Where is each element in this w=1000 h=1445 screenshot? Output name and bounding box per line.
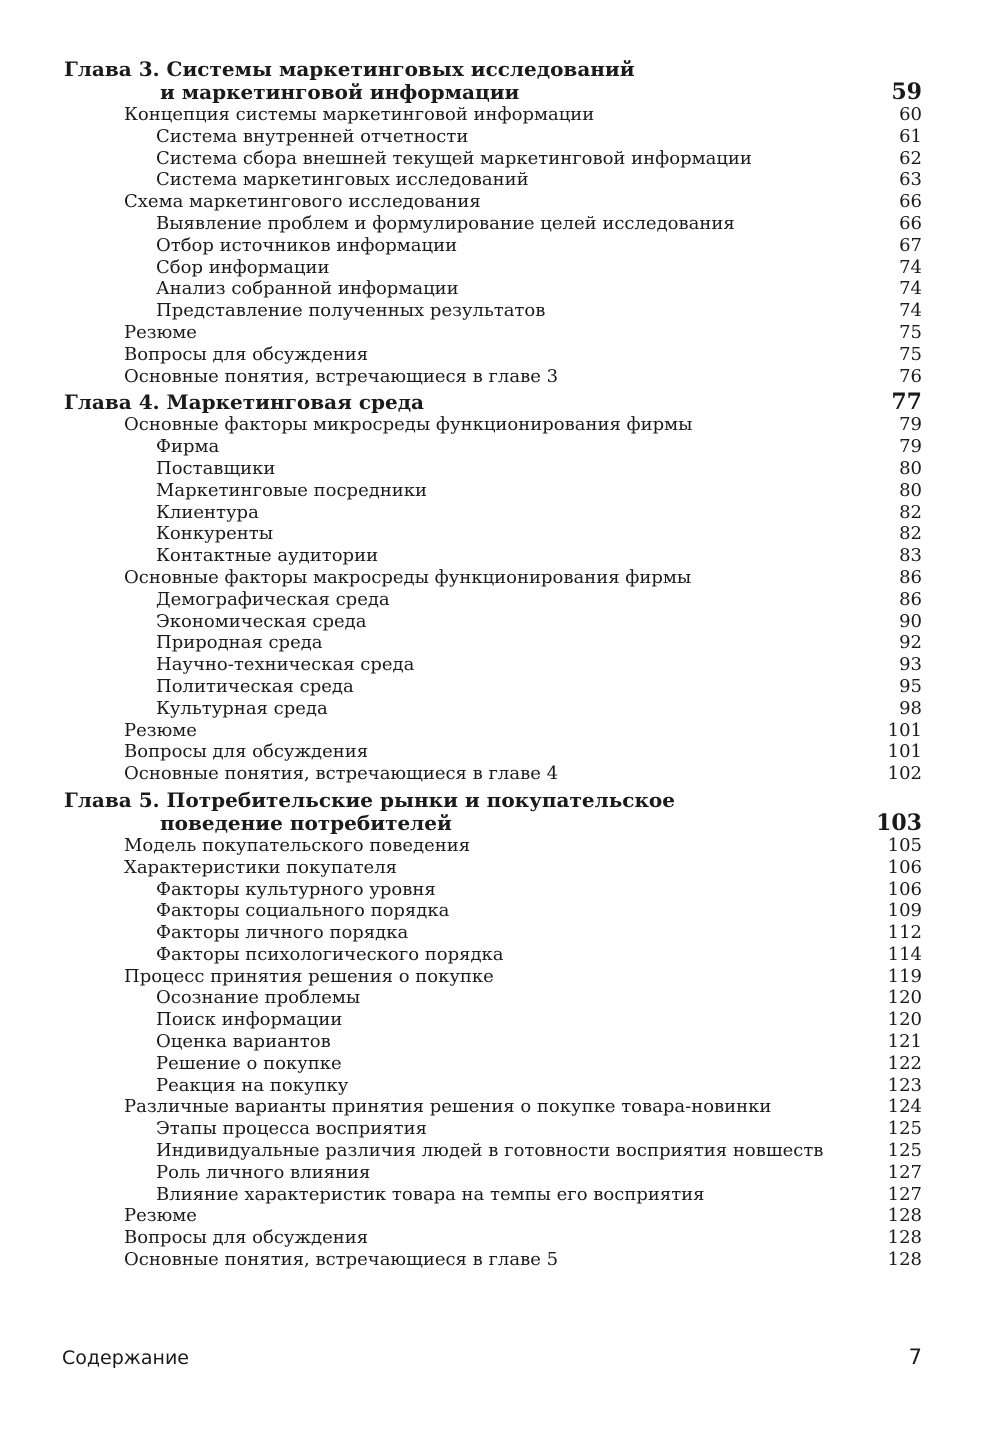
toc-entry-title: Сбор информации: [156, 256, 330, 278]
toc-entry-title: Вопросы для обсуждения: [124, 343, 369, 365]
toc-subsection-entry: [0, 632, 1000, 654]
toc-entry-title: Факторы психологического порядка: [156, 943, 504, 965]
toc-entry-title: Вопросы для обсуждения: [124, 741, 369, 763]
toc-entry-title: Клиентура: [156, 501, 259, 523]
toc-entry-page-number: 80: [899, 479, 922, 501]
toc-entry-page-number: 123: [887, 1074, 922, 1096]
toc-section-entry: [0, 104, 1000, 126]
chapter-heading: [0, 58, 1000, 104]
toc-entry-title: Влияние характеристик товара на темпы его восприятия: [156, 1183, 705, 1205]
toc-section-entry: [0, 1096, 1000, 1118]
toc-entry-title: Анализ собранной информации: [156, 278, 459, 300]
toc-entry-title: Природная среда: [156, 632, 323, 654]
toc-entry-title: Система сбора внешней текущей маркетинговой информации: [156, 147, 752, 169]
toc-section-entry: [0, 835, 1000, 857]
toc-subsection-entry: [0, 1184, 1000, 1206]
toc-entry-page-number: 119: [887, 965, 922, 987]
toc-entry-title: Система маркетинговых исследований: [156, 169, 529, 191]
toc-entry-page-number: 60: [899, 104, 922, 125]
toc-entry-page-number: 120: [887, 987, 922, 1009]
toc-subsection-entry: [0, 523, 1000, 545]
toc-entry-title: Резюме: [124, 1205, 197, 1227]
toc-entry-page-number: 67: [899, 234, 922, 256]
toc-subsection-entry: [0, 1118, 1000, 1140]
toc-entry-page-number: 128: [887, 1227, 922, 1249]
toc-entry-page-number: 76: [899, 365, 922, 387]
toc-subsection-entry: [0, 922, 1000, 944]
toc-subsection-entry: [0, 169, 1000, 191]
toc-subsection-entry: [0, 1053, 1000, 1075]
toc-section-entry: [0, 366, 1000, 388]
toc-entry-title: Резюме: [124, 719, 197, 741]
toc-entry-title: Реакция на покупку: [156, 1074, 349, 1096]
toc-entry-page-number: 92: [899, 632, 922, 654]
toc-section-entry: [0, 966, 1000, 988]
toc-subsection-entry: [0, 213, 1000, 235]
toc-entry-page-number: 74: [899, 300, 922, 322]
toc-entry-title: Основные факторы микросреды функционирования фирмы: [124, 414, 693, 436]
toc-entry-page-number: 98: [899, 697, 922, 719]
toc-subsection-entry: [0, 1162, 1000, 1184]
toc-section-entry: [0, 857, 1000, 879]
toc-entry-page-number: 74: [899, 278, 922, 300]
toc-entry-title: Основные понятия, встречающиеся в главе 3: [124, 365, 559, 387]
toc-entry-title: Выявление проблем и формулирование целей исследования: [156, 212, 735, 234]
toc-entry-title: Поставщики: [156, 457, 276, 479]
toc-entry-page-number: 90: [899, 610, 922, 632]
toc-entry-page-number: 66: [899, 212, 922, 234]
toc-entry-title: Поиск информации: [156, 1009, 343, 1031]
toc-entry-title: Характеристики покупателя: [124, 856, 397, 878]
toc-entry-page-number: 62: [899, 147, 922, 169]
toc-subsection-entry: [0, 300, 1000, 322]
toc-entry-page-number: 82: [899, 501, 922, 523]
toc-entry-title: Вопросы для обсуждения: [124, 1227, 369, 1249]
toc-section-entry: [0, 414, 1000, 436]
toc-entry-title: Политическая среда: [156, 675, 354, 697]
toc-section-entry: [0, 1205, 1000, 1227]
chapter-title-line: Глава 5. Потребительские рынки и покупательское: [64, 787, 675, 812]
toc-section-entry: [0, 741, 1000, 763]
toc-entry-title: Экономическая среда: [156, 610, 367, 632]
toc-entry-page-number: 95: [899, 675, 922, 697]
toc-entry-page-number: 86: [899, 566, 922, 588]
toc-section-entry: [0, 720, 1000, 742]
toc-entry-title: Система внутренней отчетности: [156, 125, 469, 147]
toc-entry-page-number: 120: [887, 1009, 922, 1031]
toc-entry-page-number: 74: [899, 256, 922, 278]
toc-entry-page-number: 79: [899, 414, 922, 436]
toc-entry-page-number: 125: [887, 1118, 922, 1140]
toc-subsection-entry: [0, 148, 1000, 170]
toc-entry-title: Фирма: [156, 436, 220, 458]
toc-entry-title: Концепция системы маркетинговой информации: [124, 104, 595, 125]
toc-entry-title: Научно-техническая среда: [156, 654, 415, 676]
toc-subsection-entry: [0, 436, 1000, 458]
toc-entry-page-number: 63: [899, 169, 922, 191]
chapter-page-number: 103: [876, 809, 922, 836]
toc-entry-title: Схема маркетингового исследования: [124, 191, 481, 213]
toc-entry-page-number: 101: [887, 719, 922, 741]
toc-entry-title: Решение о покупке: [156, 1052, 342, 1074]
toc-entry-title: Отбор источников информации: [156, 234, 458, 256]
toc-subsection-entry: [0, 278, 1000, 300]
footer-section-label: Содержание: [62, 1347, 189, 1369]
toc-subsection-entry: [0, 987, 1000, 1009]
toc-entry-title: Этапы процесса восприятия: [156, 1118, 427, 1140]
toc-entry-page-number: 106: [887, 856, 922, 878]
toc-entry-page-number: 127: [887, 1161, 922, 1183]
toc-entry-title: Основные понятия, встречающиеся в главе 5: [124, 1249, 559, 1271]
toc-entry-title: Процесс принятия решения о покупке: [124, 965, 494, 987]
toc-subsection-entry: [0, 235, 1000, 257]
table-of-contents: [0, 58, 1000, 1275]
toc-entry-page-number: 102: [887, 763, 922, 785]
toc-entry-title: Факторы социального порядка: [156, 900, 450, 922]
toc-entry-page-number: 106: [887, 878, 922, 900]
toc-entry-title: Конкуренты: [156, 523, 274, 545]
chapter-title-line: и маркетинговой информации: [160, 80, 520, 104]
toc-entry-title: Маркетинговые посредники: [156, 479, 428, 501]
toc-subsection-entry: [0, 900, 1000, 922]
toc-subsection-entry: [0, 611, 1000, 633]
toc-entry-title: Культурная среда: [156, 697, 328, 719]
toc-subsection-entry: [0, 1031, 1000, 1053]
toc-entry-page-number: 80: [899, 457, 922, 479]
footer-page-number: 7: [908, 1345, 922, 1369]
toc-entry-title: Модель покупательского поведения: [124, 834, 471, 856]
toc-entry-page-number: 101: [887, 741, 922, 763]
chapter-page-number: 77: [891, 389, 922, 416]
toc-entry-page-number: 61: [899, 125, 922, 147]
toc-entry-title: Резюме: [124, 321, 197, 343]
toc-entry-title: Оценка вариантов: [156, 1031, 331, 1053]
toc-entry-title: Роль личного влияния: [156, 1161, 371, 1183]
toc-entry-page-number: 124: [887, 1096, 922, 1118]
toc-subsection-entry: [0, 480, 1000, 502]
toc-subsection-entry: [0, 1140, 1000, 1162]
toc-entry-page-number: 122: [887, 1052, 922, 1074]
toc-subsection-entry: [0, 879, 1000, 901]
toc-entry-page-number: 75: [899, 343, 922, 365]
toc-entry-title: Факторы личного порядка: [156, 922, 409, 944]
toc-subsection-entry: [0, 698, 1000, 720]
chapter-heading: [0, 789, 1000, 835]
toc-entry-page-number: 127: [887, 1183, 922, 1205]
toc-section-entry: [0, 1249, 1000, 1271]
toc-entry-page-number: 75: [899, 321, 922, 343]
toc-subsection-entry: [0, 654, 1000, 676]
toc-section-entry: [0, 1227, 1000, 1249]
chapter-title-line: Глава 3. Системы маркетинговых исследований: [64, 57, 635, 81]
chapter-title-line: Глава 4. Маркетинговая среда: [64, 390, 425, 415]
toc-entry-title: Факторы культурного уровня: [156, 878, 436, 900]
toc-entry-title: Основные понятия, встречающиеся в главе 4: [124, 763, 559, 785]
toc-entry-page-number: 82: [899, 523, 922, 545]
chapter-page-number: 59: [891, 79, 922, 105]
toc-entry-page-number: 105: [887, 834, 922, 856]
toc-entry-title: Осознание проблемы: [156, 987, 361, 1009]
toc-entry-page-number: 79: [899, 436, 922, 458]
toc-entry-page-number: 128: [887, 1249, 922, 1271]
toc-subsection-entry: [0, 502, 1000, 524]
toc-section-entry: [0, 567, 1000, 589]
toc-entry-title: Контактные аудитории: [156, 545, 379, 567]
toc-entry-page-number: 112: [887, 922, 922, 944]
toc-entry-page-number: 109: [887, 900, 922, 922]
toc-entry-page-number: 121: [887, 1031, 922, 1053]
toc-subsection-entry: [0, 944, 1000, 966]
toc-subsection-entry: [0, 126, 1000, 148]
toc-subsection-entry: [0, 676, 1000, 698]
toc-entry-title: Индивидуальные различия людей в готовности восприятия новшеств: [156, 1140, 824, 1162]
toc-entry-page-number: 83: [899, 545, 922, 567]
toc-section-entry: [0, 763, 1000, 785]
toc-section-entry: [0, 191, 1000, 213]
chapter-heading: [0, 391, 1000, 414]
toc-section-entry: [0, 344, 1000, 366]
toc-entry-page-number: 125: [887, 1140, 922, 1162]
toc-section-entry: [0, 322, 1000, 344]
toc-entry-title: Различные варианты принятия решения о покупке товара-новинки: [124, 1096, 772, 1118]
chapter-spacer: [0, 1271, 1000, 1275]
toc-entry-title: Демографическая среда: [156, 588, 390, 610]
toc-entry-page-number: 86: [899, 588, 922, 610]
toc-entry-page-number: 128: [887, 1205, 922, 1227]
toc-subsection-entry: [0, 458, 1000, 480]
toc-subsection-entry: [0, 1075, 1000, 1097]
toc-entry-page-number: 114: [887, 943, 922, 965]
toc-entry-title: Основные факторы макросреды функционирования фирмы: [124, 566, 692, 588]
toc-entry-page-number: 93: [899, 654, 922, 676]
chapter-title-line: поведение потребителей: [160, 810, 452, 835]
toc-subsection-entry: [0, 545, 1000, 567]
toc-subsection-entry: [0, 1009, 1000, 1031]
toc-subsection-entry: [0, 257, 1000, 279]
toc-subsection-entry: [0, 589, 1000, 611]
toc-entry-title: Представление полученных результатов: [156, 300, 546, 322]
toc-entry-page-number: 66: [899, 191, 922, 213]
